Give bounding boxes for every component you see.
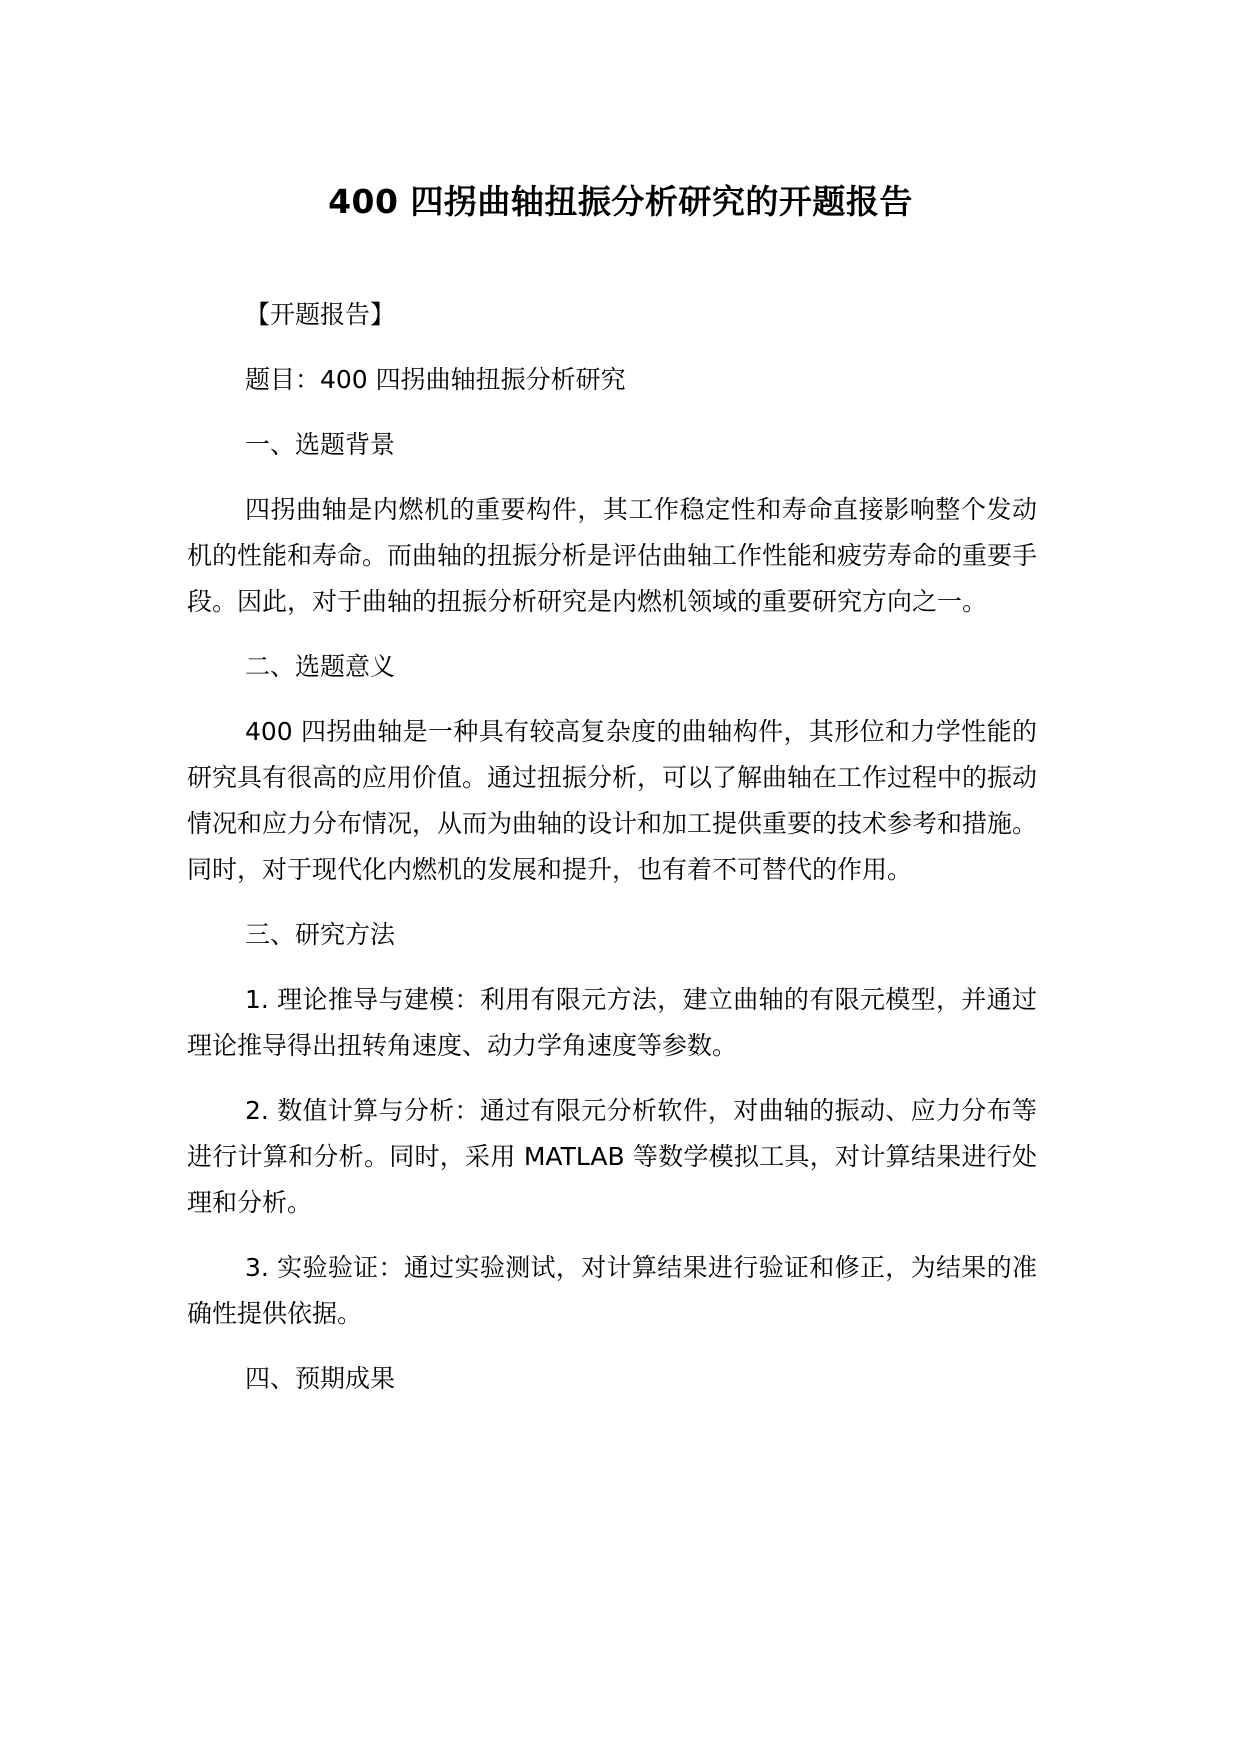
report-label: 【开题报告】 (245, 300, 396, 329)
topic-line: 题目：400 四拐曲轴扭振分析研究 (245, 365, 626, 394)
section-heading-background: 一、选题背景 (245, 430, 396, 459)
document-body (187, 292, 1037, 1421)
document-title: 400 四拐曲轴扭振分析研究的开题报告 (328, 182, 913, 221)
method-item-1: 1. 理论推导与建模：利用有限元方法，建立曲轴的有限元模型，并通过理论推导得出扭转角速度、动力学角速度等参数。 (187, 985, 1037, 1060)
section-heading-results: 四、预期成果 (245, 1364, 396, 1393)
method-item-2: 2. 数值计算与分析：通过有限元分析软件，对曲轴的振动、应力分布等进行计算和分析。同时，采用 MATLAB 等数学模拟工具，对计算结果进行处理和分析。 (187, 1096, 1037, 1217)
section-heading-methods: 三、研究方法 (245, 920, 396, 949)
significance-paragraph: 400 四拐曲轴是一种具有较高复杂度的曲轴构件，其形位和力学性能的研究具有很高的应用价值。通过扭振分析，可以了解曲轴在工作过程中的振动情况和应力分布情况，从而为曲轴的设计和加工提供重要的技术参考和措施。同时，对于现代化内燃机的发展和提升，也有着不可替代的作用。 (187, 717, 1038, 884)
background-paragraph: 四拐曲轴是内燃机的重要构件，其工作稳定性和寿命直接影响整个发动机的性能和寿命。而曲轴的扭振分析是评估曲轴工作性能和疲劳寿命的重要手段。因此，对于曲轴的扭振分析研究是内燃机领域的重要研究方向之一。 (187, 495, 1038, 616)
method-item-3: 3. 实验验证：通过实验测试，对计算结果进行验证和修正，为结果的准确性提供依据。 (187, 1253, 1037, 1328)
section-heading-significance: 二、选题意义 (245, 652, 396, 681)
